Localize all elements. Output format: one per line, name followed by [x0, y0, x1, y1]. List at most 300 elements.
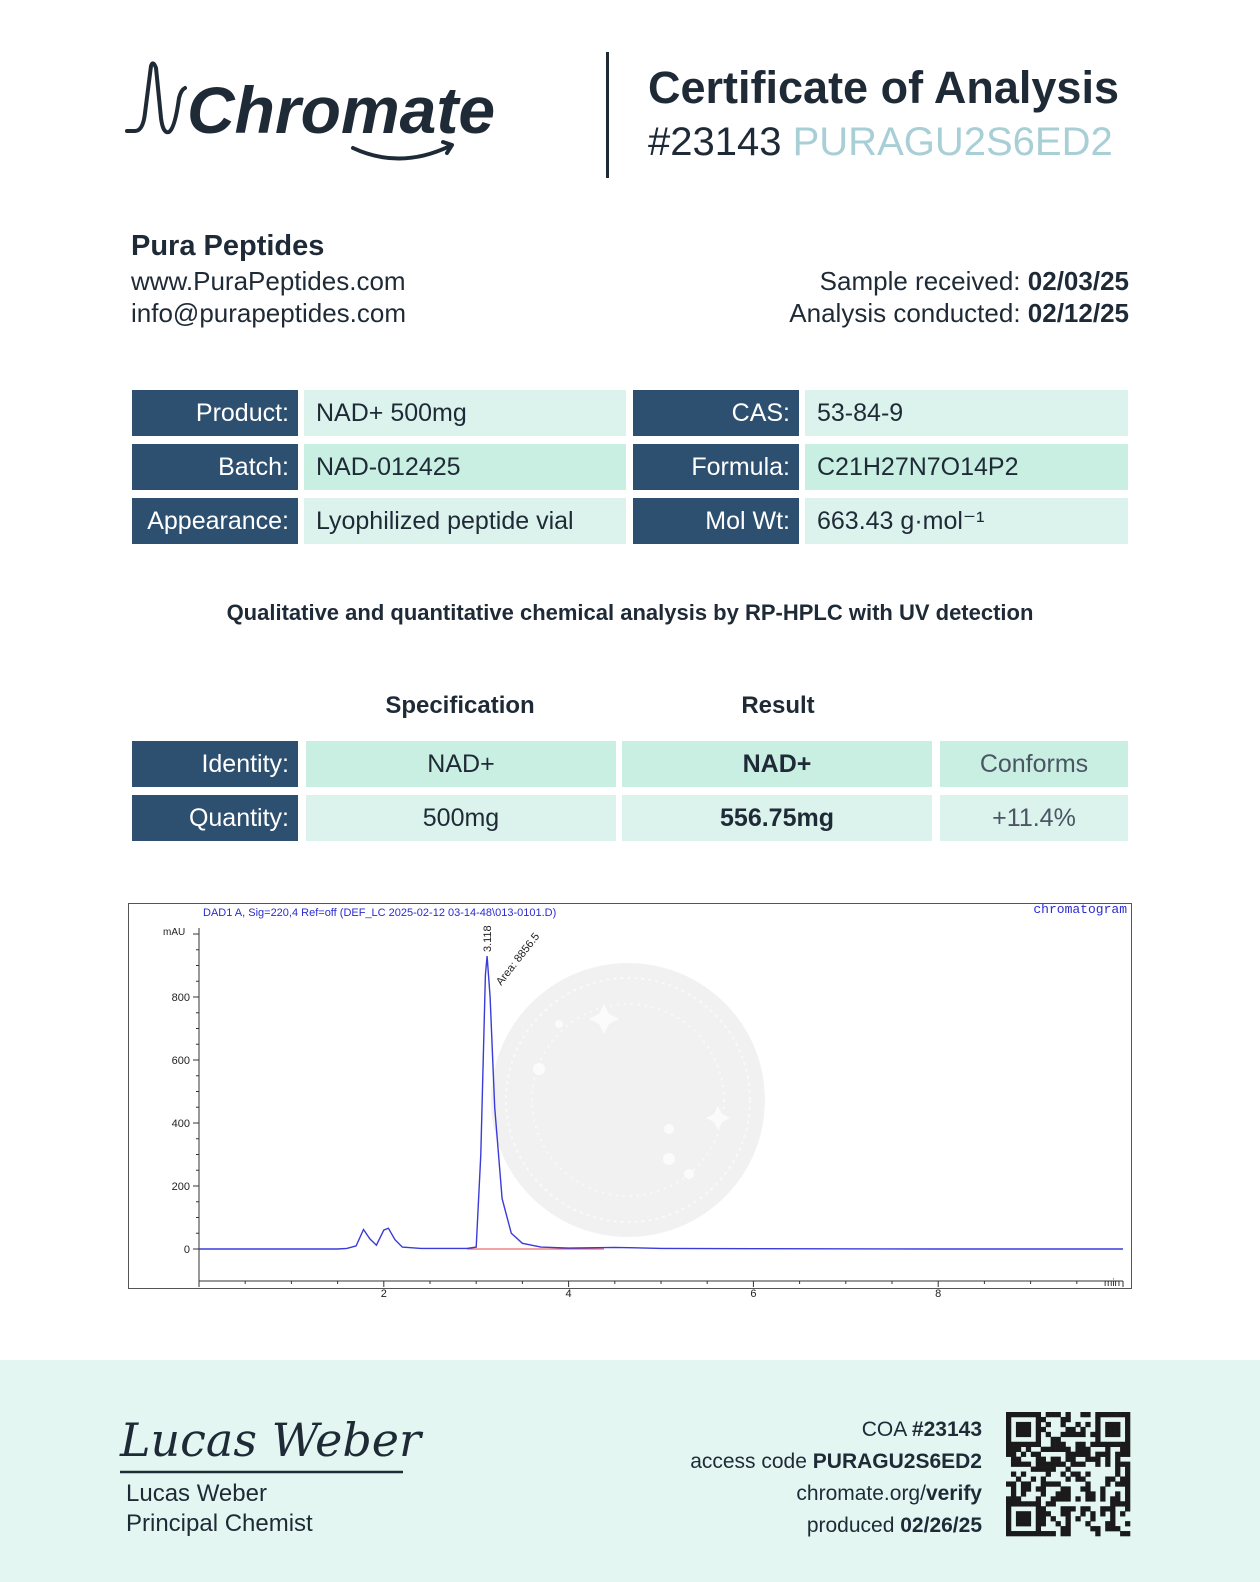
client-name: Pura Peptides — [131, 230, 325, 262]
qr-module — [1036, 1486, 1041, 1491]
qr-module — [1061, 1506, 1066, 1511]
qr-module — [1115, 1501, 1120, 1506]
qr-code-icon[interactable] — [1006, 1412, 1130, 1536]
signature-script: Lucas Weber — [120, 1413, 421, 1467]
verify-path: verify — [925, 1482, 982, 1505]
footer-verify-link[interactable] — [796, 1482, 982, 1506]
qr-module — [1110, 1516, 1115, 1521]
peak-area: Area: 8856.5 — [494, 930, 543, 988]
qr-module — [1100, 1442, 1105, 1447]
footer-coa-label: COA — [861, 1418, 907, 1441]
qr-module — [1046, 1447, 1051, 1452]
product-label: Product: — [132, 390, 298, 436]
qr-module — [1125, 1491, 1130, 1496]
qr-module — [1046, 1501, 1051, 1506]
qr-module — [1021, 1531, 1026, 1536]
qr-module — [1016, 1422, 1021, 1427]
quantity-label: Quantity: — [132, 795, 298, 841]
qr-module — [1026, 1432, 1031, 1437]
qr-module — [1046, 1481, 1051, 1486]
qr-module — [1061, 1417, 1066, 1422]
qr-module — [1075, 1447, 1080, 1452]
qr-module — [1125, 1501, 1130, 1506]
qr-module — [1026, 1516, 1031, 1521]
qr-module — [1046, 1412, 1051, 1417]
qr-module — [1051, 1462, 1056, 1467]
qr-module — [1066, 1496, 1071, 1501]
qr-module — [1041, 1476, 1046, 1481]
y-tick-label: 400 — [171, 1118, 190, 1130]
qr-module — [1016, 1516, 1021, 1521]
qr-module — [1066, 1432, 1071, 1437]
qr-module — [1095, 1422, 1100, 1427]
qr-module — [1066, 1452, 1071, 1457]
qr-module — [1006, 1531, 1011, 1536]
y-axis-unit: mAU — [163, 927, 186, 938]
qr-module — [1011, 1447, 1016, 1452]
qr-module — [1105, 1447, 1110, 1452]
qr-module — [1036, 1526, 1041, 1531]
qr-module — [1051, 1531, 1056, 1536]
qr-module — [1095, 1526, 1100, 1531]
qr-module — [1016, 1521, 1021, 1526]
qr-module — [1006, 1506, 1011, 1511]
qr-module — [1026, 1481, 1031, 1486]
qr-module — [1066, 1412, 1071, 1417]
qr-module — [1006, 1481, 1011, 1486]
qr-module — [1011, 1452, 1016, 1457]
qr-module — [1090, 1457, 1095, 1462]
qr-module — [1100, 1511, 1105, 1516]
qr-module — [1056, 1481, 1061, 1486]
watermark-seal — [491, 963, 765, 1237]
qr-module — [1080, 1427, 1085, 1432]
qr-module — [1021, 1442, 1026, 1447]
qr-module — [1070, 1452, 1075, 1457]
qr-module — [1006, 1427, 1011, 1432]
qr-module — [1120, 1412, 1125, 1417]
identity-spec: NAD+ — [306, 741, 616, 787]
qr-module — [1016, 1501, 1021, 1506]
qr-module — [1105, 1506, 1110, 1511]
qr-module — [1075, 1496, 1080, 1501]
qr-module — [1110, 1511, 1115, 1516]
qr-module — [1021, 1501, 1026, 1506]
batch-label: Batch: — [132, 444, 298, 490]
qr-module — [1120, 1452, 1125, 1457]
qr-module — [1041, 1457, 1046, 1462]
qr-module — [1125, 1496, 1130, 1501]
qr-module — [1085, 1491, 1090, 1496]
qr-module — [1051, 1501, 1056, 1506]
qr-module — [1085, 1486, 1090, 1491]
qr-module — [1011, 1491, 1016, 1496]
qr-module — [1085, 1422, 1090, 1427]
quantity-result: 556.75mg — [622, 795, 932, 841]
qr-module — [1090, 1496, 1095, 1501]
qr-module — [1016, 1531, 1021, 1536]
x-tick-label: 8 — [935, 1288, 942, 1300]
qr-module — [1011, 1496, 1016, 1501]
analysis-conducted — [789, 298, 1129, 329]
qr-module — [1026, 1412, 1031, 1417]
qr-module — [1051, 1516, 1056, 1521]
qr-module — [1066, 1531, 1071, 1536]
qr-module — [1006, 1496, 1011, 1501]
qr-module — [1080, 1486, 1085, 1491]
qr-module — [1041, 1481, 1046, 1486]
qr-module — [1041, 1531, 1046, 1536]
qr-module — [1080, 1412, 1085, 1417]
qr-module — [1125, 1521, 1130, 1526]
qr-module — [1011, 1481, 1016, 1486]
qr-module — [1066, 1506, 1071, 1511]
qr-module — [1036, 1412, 1041, 1417]
qr-module — [1046, 1472, 1051, 1477]
qr-module — [1075, 1452, 1080, 1457]
molwt-label: Mol Wt: — [633, 498, 799, 544]
qr-module — [1066, 1447, 1071, 1452]
qr-module — [1105, 1526, 1110, 1531]
qr-module — [1036, 1417, 1041, 1422]
analysis-conducted-label: Analysis conducted: — [789, 298, 1021, 328]
formula-label: Formula: — [633, 444, 799, 490]
qr-module — [1036, 1457, 1041, 1462]
qr-module — [1016, 1476, 1021, 1481]
qr-module — [1085, 1447, 1090, 1452]
qr-module — [1066, 1486, 1071, 1491]
qr-module — [1006, 1412, 1011, 1417]
identity-label: Identity: — [132, 741, 298, 787]
footer-produced — [807, 1514, 982, 1538]
qr-module — [1120, 1442, 1125, 1447]
qr-module — [1066, 1516, 1071, 1521]
formula-value: C21H27N7O14P2 — [805, 444, 1128, 490]
qr-module — [1085, 1481, 1090, 1486]
qr-module — [1031, 1531, 1036, 1536]
qr-module — [1006, 1437, 1011, 1442]
qr-module — [1051, 1467, 1056, 1472]
qr-module — [1090, 1442, 1095, 1447]
qr-module — [1075, 1462, 1080, 1467]
identity-status: Conforms — [940, 741, 1128, 787]
qr-module — [1056, 1491, 1061, 1496]
coa-number — [648, 120, 1113, 165]
qr-module — [1026, 1511, 1031, 1516]
qr-module — [1125, 1462, 1130, 1467]
qr-module — [1036, 1422, 1041, 1427]
x-tick-label: 6 — [750, 1288, 757, 1300]
qr-module — [1011, 1472, 1016, 1477]
qr-module — [1095, 1412, 1100, 1417]
qr-module — [1041, 1462, 1046, 1467]
qr-module — [1021, 1412, 1026, 1417]
qr-module — [1080, 1452, 1085, 1457]
qr-module — [1056, 1521, 1061, 1526]
qr-module — [1110, 1506, 1115, 1511]
qr-module — [1125, 1442, 1130, 1447]
qr-module — [1046, 1422, 1051, 1427]
qr-module — [1066, 1491, 1071, 1496]
qr-module — [1125, 1427, 1130, 1432]
qr-module — [1120, 1501, 1125, 1506]
qr-module — [1036, 1432, 1041, 1437]
qr-module — [1125, 1486, 1130, 1491]
qr-module — [1036, 1531, 1041, 1536]
quantity-spec: 500mg — [306, 795, 616, 841]
qr-module — [1080, 1462, 1085, 1467]
qr-module — [1095, 1437, 1100, 1442]
x-axis-unit: min — [1104, 1278, 1121, 1289]
qr-module — [1085, 1457, 1090, 1462]
qr-module — [1021, 1491, 1026, 1496]
qr-module — [1100, 1496, 1105, 1501]
brand-name: Chromate — [187, 73, 496, 147]
qr-module — [1056, 1437, 1061, 1442]
result-header: Result — [741, 692, 815, 719]
qr-module — [1115, 1481, 1120, 1486]
chromatogram — [128, 902, 1132, 1300]
qr-module — [1051, 1437, 1056, 1442]
product-value: NAD+ 500mg — [304, 390, 626, 436]
qr-module — [1115, 1412, 1120, 1417]
qr-module — [1041, 1427, 1046, 1432]
qr-module — [1031, 1412, 1036, 1417]
qr-module — [1031, 1442, 1036, 1447]
qr-module — [1056, 1412, 1061, 1417]
qr-module — [1066, 1511, 1071, 1516]
qr-module — [1006, 1442, 1011, 1447]
qr-module — [1036, 1462, 1041, 1467]
qr-module — [1061, 1496, 1066, 1501]
qr-module — [1021, 1481, 1026, 1486]
qr-module — [1021, 1511, 1026, 1516]
qr-module — [1075, 1432, 1080, 1437]
signal-label: DAD1 A, Sig=220,4 Ref=off (DEF_LC 2025-02-12 03-14-48\013-0101.D) — [203, 907, 557, 919]
qr-module — [1026, 1462, 1031, 1467]
qr-module — [1026, 1447, 1031, 1452]
qr-module — [1011, 1501, 1016, 1506]
qr-module — [1031, 1501, 1036, 1506]
qr-module — [1066, 1457, 1071, 1462]
qr-module — [1016, 1462, 1021, 1467]
qr-module — [1080, 1447, 1085, 1452]
qr-module — [1105, 1452, 1110, 1457]
qr-module — [1006, 1422, 1011, 1427]
cas-label: CAS: — [633, 390, 799, 436]
qr-module — [1125, 1412, 1130, 1417]
qr-module — [1115, 1462, 1120, 1467]
qr-module — [1051, 1481, 1056, 1486]
qr-module — [1041, 1516, 1046, 1521]
chemist-name: Lucas Weber — [126, 1480, 267, 1507]
qr-module — [1056, 1496, 1061, 1501]
qr-module — [1021, 1521, 1026, 1526]
y-tick-label: 600 — [171, 1055, 190, 1067]
qr-module — [1011, 1531, 1016, 1536]
qr-module — [1100, 1506, 1105, 1511]
qr-module — [1110, 1476, 1115, 1481]
analysis-conducted-value: 02/12/25 — [1027, 298, 1129, 328]
qr-module — [1006, 1501, 1011, 1506]
qr-module — [1021, 1452, 1026, 1457]
qr-module — [1031, 1467, 1036, 1472]
y-tick-label: 800 — [171, 992, 190, 1004]
qr-module — [1080, 1511, 1085, 1516]
qr-module — [1066, 1526, 1071, 1531]
qr-module — [1095, 1457, 1100, 1462]
qr-module — [1115, 1457, 1120, 1462]
qr-module — [1110, 1427, 1115, 1432]
client-email[interactable]: info@purapeptides.com — [131, 298, 406, 328]
qr-module — [1095, 1442, 1100, 1447]
cas-value: 53-84-9 — [805, 390, 1128, 436]
qr-module — [1046, 1432, 1051, 1437]
appearance-value: Lyophilized peptide vial — [304, 498, 626, 544]
qr-module — [1011, 1462, 1016, 1467]
qr-module — [1070, 1462, 1075, 1467]
qr-module — [1075, 1422, 1080, 1427]
qr-module — [1046, 1462, 1051, 1467]
qr-module — [1115, 1432, 1120, 1437]
qr-module — [1016, 1511, 1021, 1516]
qr-module — [1090, 1516, 1095, 1521]
qr-module — [1006, 1516, 1011, 1521]
qr-module — [1115, 1491, 1120, 1496]
qr-module — [1110, 1501, 1115, 1506]
qr-module — [1021, 1486, 1026, 1491]
qr-module — [1110, 1432, 1115, 1437]
qr-module — [1080, 1432, 1085, 1437]
qr-module — [1051, 1457, 1056, 1462]
qr-module — [1061, 1531, 1066, 1536]
qr-module — [1105, 1462, 1110, 1467]
qr-module — [1041, 1417, 1046, 1422]
qr-module — [1036, 1442, 1041, 1447]
qr-module — [1036, 1467, 1041, 1472]
qr-module — [1120, 1481, 1125, 1486]
qr-module — [1105, 1442, 1110, 1447]
qr-module — [1095, 1417, 1100, 1422]
footer-access-value: PURAGU2S6ED2 — [812, 1450, 982, 1473]
qr-module — [1110, 1422, 1115, 1427]
qr-module — [1105, 1422, 1110, 1427]
qr-module — [1021, 1472, 1026, 1477]
qr-module — [1120, 1447, 1125, 1452]
chromatogram-corner-label: chromatogram — [1033, 902, 1127, 917]
qr-module — [1051, 1412, 1056, 1417]
qr-module — [1016, 1457, 1021, 1462]
qr-module — [1061, 1462, 1066, 1467]
qr-module — [1061, 1511, 1066, 1516]
qr-module — [1120, 1462, 1125, 1467]
qr-module — [1110, 1412, 1115, 1417]
qr-module — [1105, 1481, 1110, 1486]
qr-module — [1090, 1526, 1095, 1531]
qr-module — [1100, 1486, 1105, 1491]
qr-module — [1115, 1422, 1120, 1427]
qr-module — [1006, 1526, 1011, 1531]
molwt-value: 663.43 g·mol⁻¹ — [805, 498, 1128, 544]
qr-module — [1056, 1447, 1061, 1452]
qr-module — [1100, 1452, 1105, 1457]
qr-module — [1006, 1447, 1011, 1452]
qr-module — [1075, 1442, 1080, 1447]
qr-module — [1125, 1432, 1130, 1437]
qr-module — [1125, 1467, 1130, 1472]
qr-module — [1041, 1511, 1046, 1516]
qr-module — [1125, 1437, 1130, 1442]
qr-module — [1070, 1432, 1075, 1437]
qr-module — [1125, 1472, 1130, 1477]
qr-module — [1066, 1521, 1071, 1526]
client-website[interactable]: www.PuraPeptides.com — [131, 266, 406, 296]
qr-module — [1056, 1442, 1061, 1447]
qr-module — [1006, 1521, 1011, 1526]
footer-access-label: access code — [690, 1450, 807, 1473]
qr-module — [1080, 1442, 1085, 1447]
peak-retention-time: 3.118 — [482, 925, 495, 953]
qr-module — [1026, 1442, 1031, 1447]
qr-module — [1006, 1432, 1011, 1437]
sample-received-label: Sample received: — [819, 266, 1021, 296]
qr-module — [1026, 1427, 1031, 1432]
qr-module — [1070, 1506, 1075, 1511]
qr-module — [1105, 1521, 1110, 1526]
qr-module — [1036, 1521, 1041, 1526]
qr-module — [1105, 1412, 1110, 1417]
qr-module — [1125, 1422, 1130, 1427]
qr-module — [1026, 1422, 1031, 1427]
qr-module — [1046, 1467, 1051, 1472]
qr-module — [1085, 1521, 1090, 1526]
y-tick-label: 0 — [183, 1244, 190, 1256]
qr-module — [1095, 1531, 1100, 1536]
qr-module — [1041, 1467, 1046, 1472]
qr-module — [1031, 1452, 1036, 1457]
qr-module — [1125, 1481, 1130, 1486]
qr-module — [1006, 1417, 1011, 1422]
quantity-status: +11.4% — [940, 795, 1128, 841]
analysis-method: Qualitative and quantitative chemical analysis by RP-HPLC with UV detection — [226, 600, 1034, 625]
qr-module — [1021, 1516, 1026, 1521]
qr-module — [1041, 1447, 1046, 1452]
qr-module — [1095, 1462, 1100, 1467]
qr-module — [1016, 1412, 1021, 1417]
qr-module — [1075, 1516, 1080, 1521]
signature — [118, 1402, 421, 1484]
qr-module — [1041, 1491, 1046, 1496]
qr-module — [1090, 1491, 1095, 1496]
qr-module — [1041, 1521, 1046, 1526]
qr-module — [1085, 1472, 1090, 1477]
qr-module — [1036, 1496, 1041, 1501]
qr-module — [1016, 1427, 1021, 1432]
qr-module — [1061, 1442, 1066, 1447]
document-title: Certificate of Analysis — [648, 62, 1119, 113]
qr-module — [1115, 1467, 1120, 1472]
qr-module — [1021, 1427, 1026, 1432]
qr-module — [1110, 1496, 1115, 1501]
qr-module — [1061, 1432, 1066, 1437]
qr-module — [1056, 1457, 1061, 1462]
qr-module — [1021, 1462, 1026, 1467]
qr-module — [1095, 1432, 1100, 1437]
qr-module — [1105, 1476, 1110, 1481]
sample-received-value: 02/03/25 — [1027, 266, 1129, 296]
qr-module — [1036, 1516, 1041, 1521]
qr-module — [1115, 1496, 1120, 1501]
